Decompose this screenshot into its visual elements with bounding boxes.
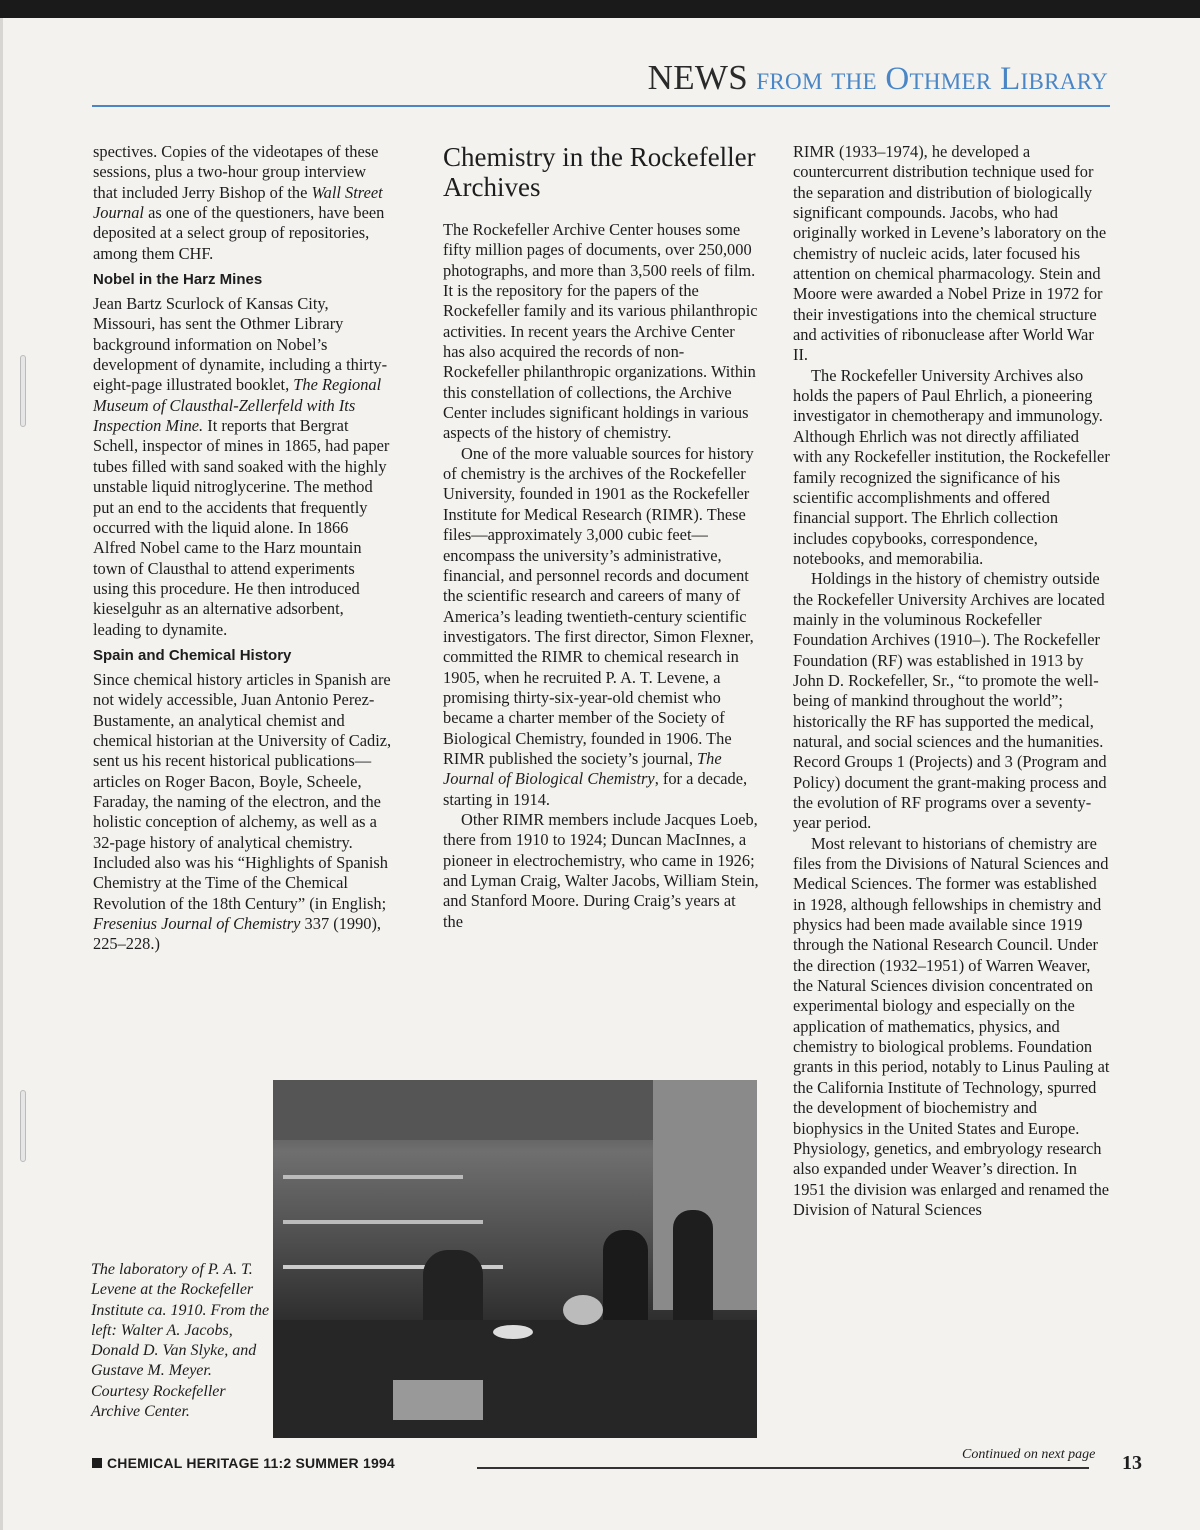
text-run: The Rockefeller University Archives also holds the papers of Paul Ehrlich, a pioneering investigator in chemotherapy and immunology. Although Ehrlich was not directly affiliated with any Rockefeller institution, the Rockefeller family recognized the significance of his scientific accomplishments and offered financial support. The Ehrlich collection includes copybooks, correspondence, notebooks, and memorabilia. bbox=[793, 365, 1110, 568]
paragraph bbox=[793, 366, 1111, 569]
italic-title: Wall Street Journal bbox=[93, 182, 383, 223]
paragraph bbox=[443, 444, 759, 810]
text-run: RIMR (1933–1974), he developed a countercurrent distribution technique used for the separation and distribution of biologically significant compounds. Jacobs, who had originally worked in Levene’s laboratory on the chemistry of nucleic acids, later focused his attention on chemical pharmacology. Stein and Moore were awarded a Nobel Prize in 1972 for their investigations into the chemical structure and activities of ribonuclease after World War II. bbox=[793, 142, 1107, 365]
page-edge bbox=[0, 18, 3, 1530]
laboratory-photo bbox=[273, 1080, 757, 1438]
text-run: spectives. Copies of the videotapes of these sessions, plus a two-hour group interview that included Jerry Bishop of the bbox=[93, 142, 379, 202]
italic-title: Fresenius Journal of Chemistry bbox=[93, 914, 301, 934]
paragraph bbox=[93, 142, 393, 264]
scan-top-border bbox=[0, 0, 1200, 18]
masthead-news: NEWS bbox=[647, 58, 748, 97]
footer-publication bbox=[92, 1455, 395, 1471]
paragraph bbox=[793, 834, 1111, 1221]
text-run: Spain and Chemical History bbox=[93, 646, 292, 664]
italic-title: The Regional Museum of Clausthal-Zellerfeld with Its Inspection Mine. bbox=[93, 375, 382, 436]
binder-ring bbox=[20, 1090, 26, 1162]
section-heading bbox=[93, 270, 393, 290]
article-body bbox=[443, 220, 759, 932]
text-run: Jean Bartz Scurlock of Kansas City, Missouri, has sent the Othmer Library background information on Nobel’s development of dynamite, including a thirty-eight-page illustrated booklet, bbox=[93, 294, 388, 395]
article-title: Chemistry in the Rockefeller Archives bbox=[443, 142, 756, 202]
column-right bbox=[793, 142, 1111, 1220]
paragraph bbox=[443, 810, 759, 932]
text-run: Since chemical history articles in Spanish are not widely accessible, Juan Antonio Perez-Bustamente, an analytical chemist and chemical historian at the University of Cadiz, sent us his recent historical publications—articles on Roger Bacon, Boyle, Scheele, Faraday, the naming of the electron, and the holistic conception of alchemy, as well as a 32-page history of analytical chemistry. Included also was his “Highlights of Spanish Chemistry at the Time of the Chemical Revolution of the 18th Century” (in English; bbox=[93, 669, 392, 913]
masthead bbox=[648, 58, 1108, 98]
text-run: as one of the questioners, have been deposited at a select group of repositories, among them CHF. bbox=[93, 203, 385, 263]
text-run: Nobel in the Harz Mines bbox=[93, 271, 263, 289]
text-run: Other RIMR members include Jacques Loeb, there from 1910 to 1924; Duncan MacInnes, a pioneer in electrochemistry, who came in 1926; and Lyman Craig, Walter Jacobs, William Stein, and Stanford Moore. During Craig’s years at the bbox=[443, 809, 759, 931]
continued-note: Continued on next page bbox=[962, 1447, 1096, 1462]
column-middle bbox=[443, 142, 759, 932]
text-run: , for a decade, starting in 1914. bbox=[443, 769, 748, 809]
text-run: 337 (1990), 225–228.) bbox=[93, 914, 382, 954]
section-heading bbox=[93, 646, 393, 666]
photo-caption: The laboratory of P. A. T. Levene at the Rockefeller Institute ca. 1910. From the left: Walter A. Jacobs, Donald D. Van Slyke, and Gustave M. Meyer. Courtesy Rockefeller Archive Center. bbox=[91, 1261, 270, 1421]
text-run: Holdings in the history of chemistry outside the Rockefeller University Archives are located mainly in the voluminous Rockefeller Foundation Archives (1910–). The Rockefeller Foundation (RF) was established in 1913 by John D. Rockefeller, Sr., “to promote the well-being of mankind throughout the world”; historically the RF has supported the medical, natural, and social sciences and the humanities. Record Groups 1 (Projects) and 3 (Program and Policy) document the grant-making process and the evolution of RF programs over a seventy-year period. bbox=[793, 569, 1107, 833]
masthead-rule bbox=[92, 105, 1110, 107]
paragraph bbox=[793, 142, 1111, 366]
column-left bbox=[93, 142, 393, 955]
paragraph bbox=[793, 569, 1111, 833]
paragraph bbox=[93, 294, 393, 640]
paragraph bbox=[443, 220, 759, 444]
text-run: Most relevant to historians of chemistry are files from the Divisions of Natural Sciences and Medical Sciences. The former was established in 1928, although fellowships in chemistry and physics had been made available since 1919 through the National Research Council. Under the direction (1932–1951) of Warren Weaver, the Natural Sciences division concentrated on experimental biology and especially on the application of mathematics, physics, and chemistry to biological problems. Foundation grants in this period, notably to Linus Pauling at the California Institute of Technology, spurred the development of biochemistry and biophysics in the United States and Europe. Physiology, genetics, and embryology research also expanded under Weaver’s direction. In 1951 the division was enlarged and renamed the Division of Natural Sciences bbox=[793, 833, 1110, 1219]
text-run: The Rockefeller Archive Center houses some fifty million pages of documents, over 250,000 photographs, and more than 3,500 reels of film. It is the repository for the papers of the Rockefeller family and its various philanthropic activities. In recent years the Archive Center has also acquired the records of non-Rockefeller philanthropic organizations. Within this constellation of collections, the Archive Center includes significant holdings in various aspects of the history of chemistry. bbox=[443, 220, 758, 443]
italic-title: The Journal of Biological Chemistry bbox=[443, 748, 722, 789]
text-run: One of the more valuable sources for history of chemistry is the archives of the Rockefeller University, founded in 1901 as the Rockefeller Institute for Medical Research (RIMR). These files—approximately 3,000 cubic feet—encompass the university’s administrative, financial, and personnel records and document the scientific research and careers of many of America’s leading twentieth-century scientific investigators. The first director, Simon Flexner, committed the RIMR to chemical research in 1905, when he recruited P. A. T. Levene, a promising thirty-six-year-old chemist who became a charter member of the Society of Biological Chemistry, founded in 1906. The RIMR published the society’s journal, bbox=[443, 443, 754, 768]
paragraph bbox=[93, 670, 393, 955]
text-run: It reports that Bergrat Schell, inspector of mines in 1865, had paper tubes filled with sand soaked with the highly unstable liquid nitroglycerine. The method put an end to the accidents that frequently occurred with the liquid alone. In 1866 Alfred Nobel came to the Harz mountain town of Clausthal to attend experiments using this procedure. He then introduced kieselguhr as an alternative adsorbent, leading to dynamite. bbox=[93, 416, 390, 639]
square-bullet-icon bbox=[92, 1458, 102, 1468]
binder-ring bbox=[20, 355, 26, 427]
publication-line: CHEMICAL HERITAGE 11:2 SUMMER 1994 bbox=[107, 1455, 395, 1471]
masthead-subtitle: from the Othmer Library bbox=[756, 61, 1108, 97]
footer-rule bbox=[477, 1467, 1089, 1469]
page-number: 13 bbox=[1122, 1452, 1142, 1474]
